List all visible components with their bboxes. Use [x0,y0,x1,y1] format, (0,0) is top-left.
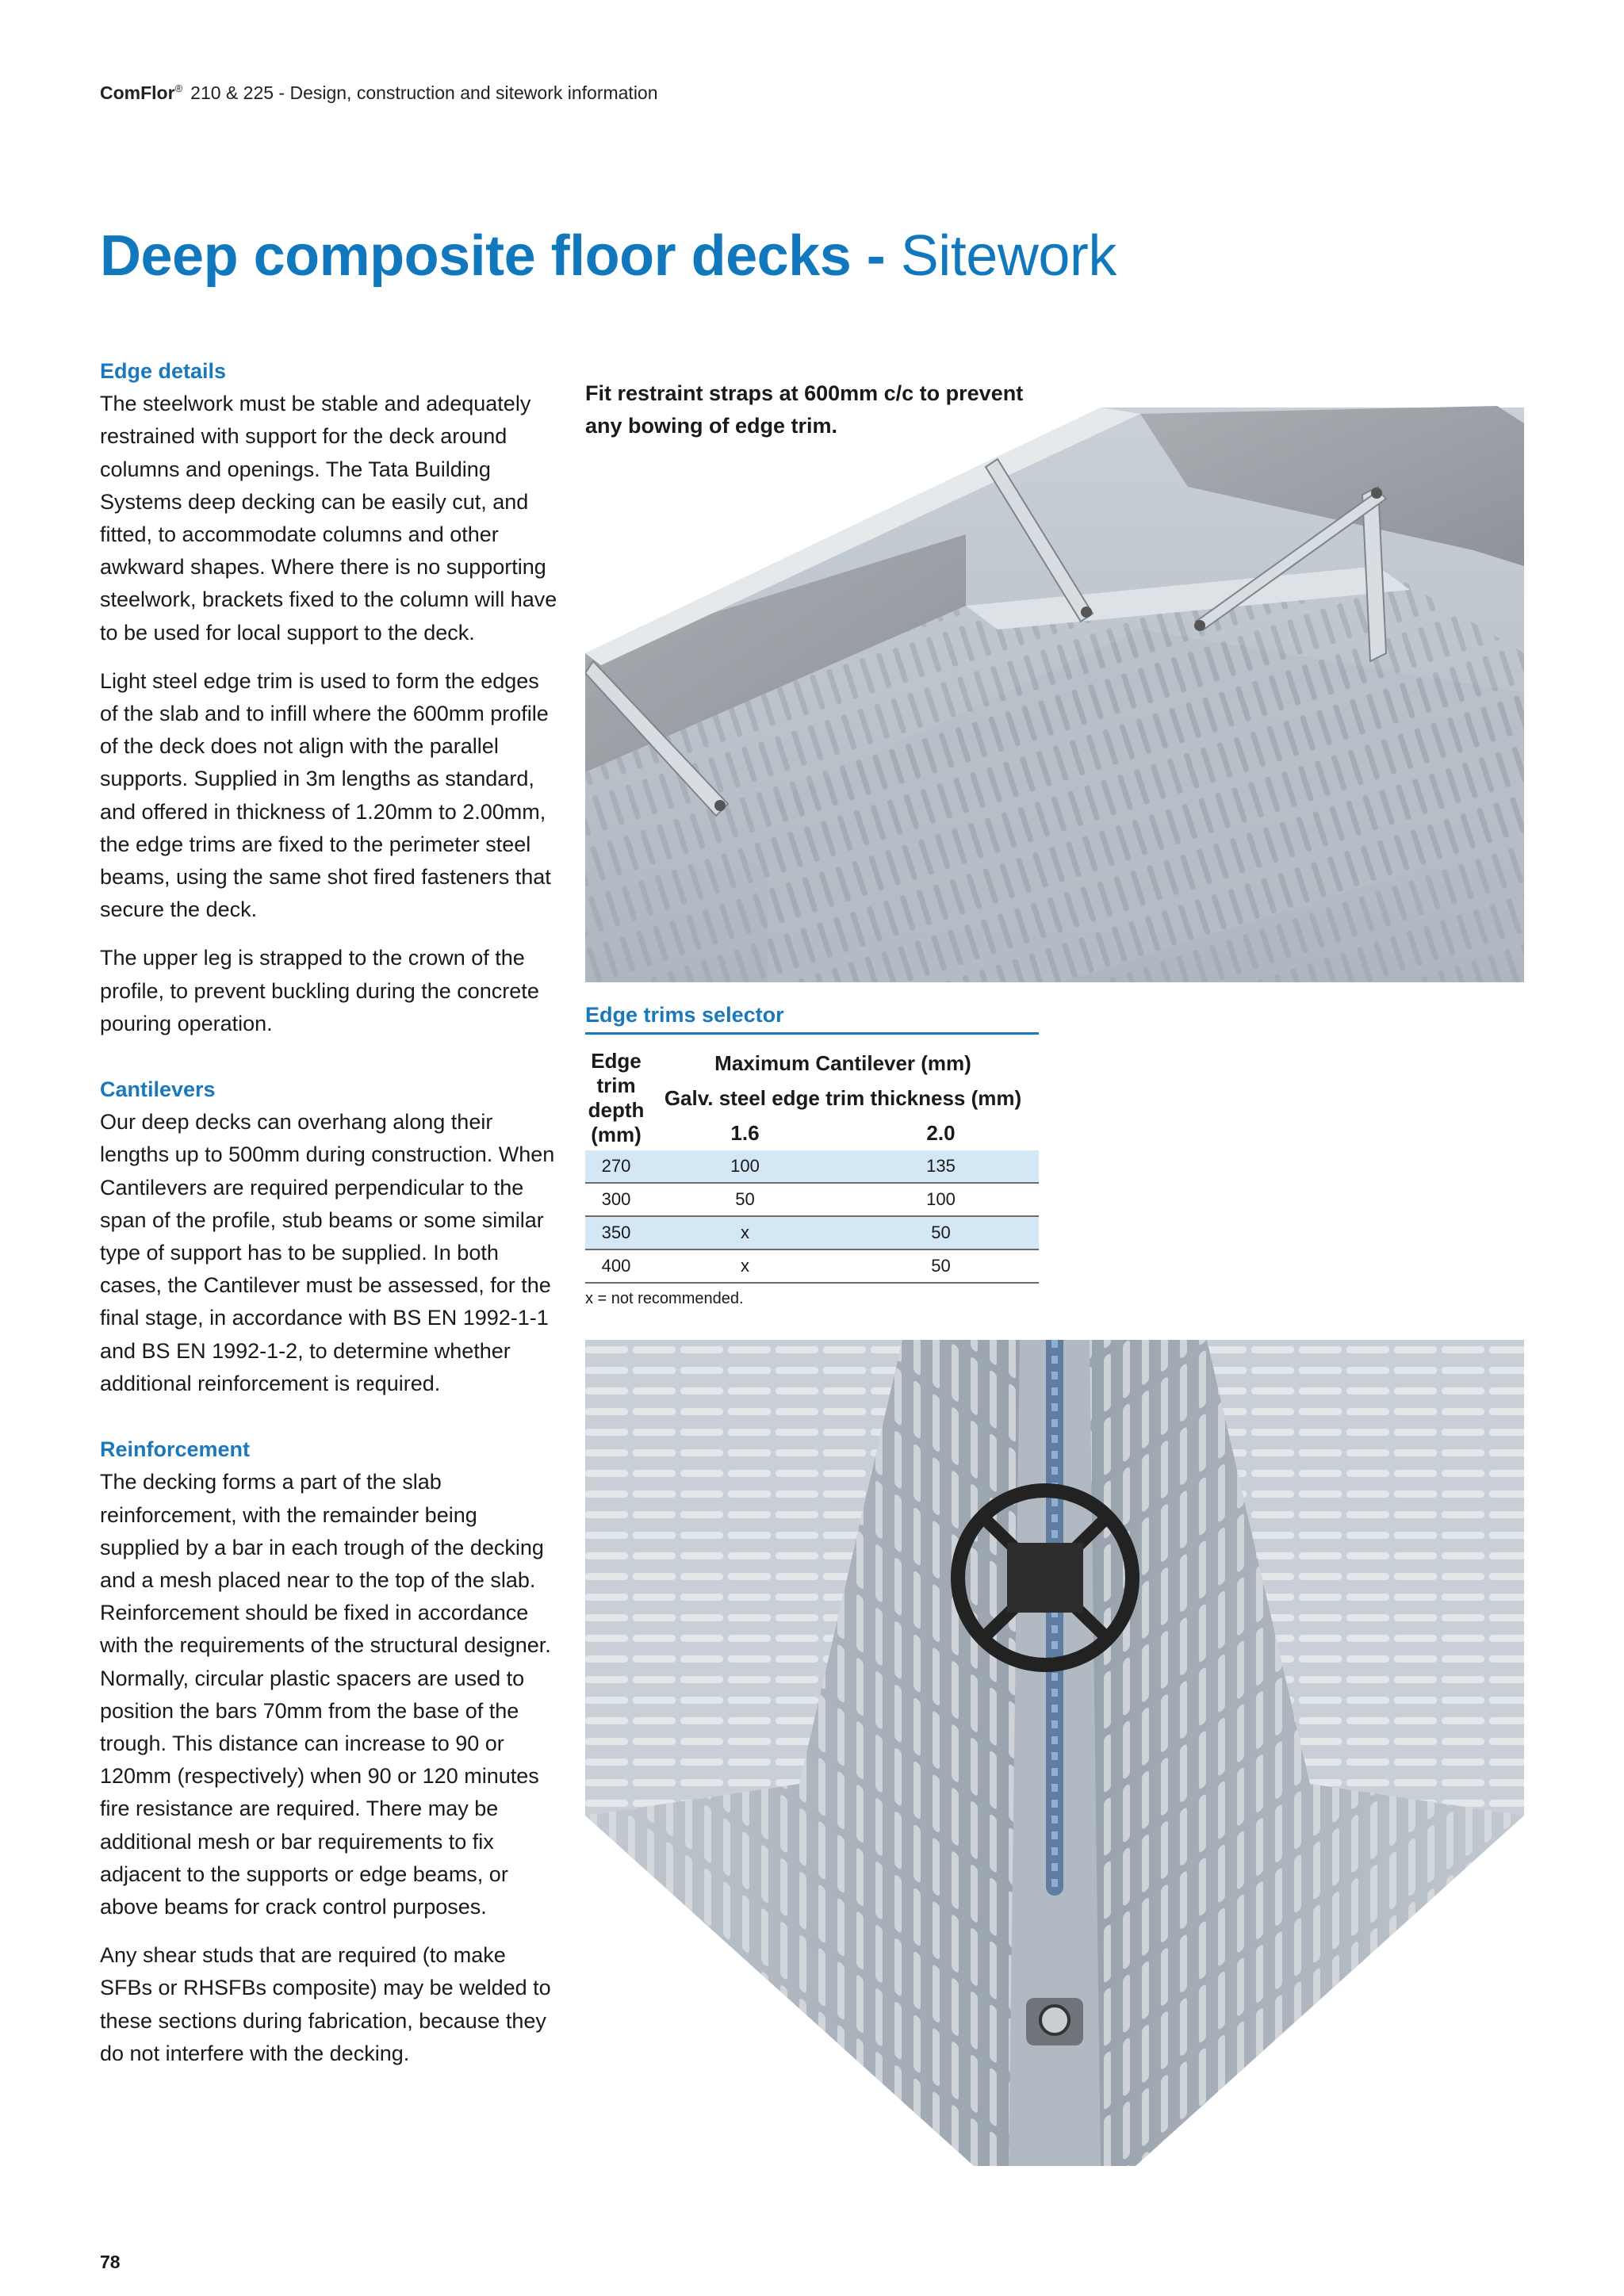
col-header-thickness-2: 2.0 [926,1120,956,1145]
cell-depth: 350 [585,1216,647,1249]
cell-thickness-1: 50 [647,1183,843,1216]
running-header [100,82,658,104]
restraint-strap-photo [585,392,1524,982]
header-subtitle: 210 & 225 - Design, construction and sitework information [190,82,658,103]
cantilevers-heading: Cantilevers [100,1077,216,1102]
section-spacer [100,1040,560,1073]
edge-trims-selector [585,1001,1039,1308]
table-subheader-row [585,1081,1039,1115]
edge-details-paragraph-1: The steelwork must be stable and adequately restrained with support for the deck around columns and openings. The Tata Building Systems deep decking can be easily cut, and fitted, to accommodate columns and other awkward shapes. Where there is no supporting steelwork, brackets fixed to the column will have to be used for local support to the deck. [100,392,557,645]
section-spacer [100,1400,560,1433]
table-footnote: x = not recommended. [585,1290,744,1307]
cell-thickness-1: x [647,1249,843,1283]
col-header-trim-thickness: Galv. steel edge trim thickness (mm) [664,1085,1022,1110]
page-number: 78 [100,2252,121,2272]
cell-depth: 400 [585,1249,647,1283]
cell-thickness-2: 100 [843,1183,1039,1216]
cell-depth: 300 [585,1183,647,1216]
cell-thickness-2: 50 [843,1216,1039,1249]
cantilevers-paragraph: Our deep decks can overhang along their lengths up to 500mm during construction. When Cantilevers are required perpendicular to the span of the profile, stub beams or some similar type of support has to be supplied. In both cases, the Cantilever must be assessed, for the final stage, in accordance with BS EN 1992-1-1 and BS EN 1992-1-2, to determine whether additional reinforcement is required. [100,1110,555,1395]
brand-name: ComFlor [100,82,175,103]
cell-depth: 270 [585,1150,647,1183]
page-title-main: Deep composite floor decks - [100,224,901,288]
edge-trims-title: Edge trims selector [585,1001,1039,1035]
cell-thickness-2: 135 [843,1150,1039,1183]
trough-reinforcement-photo [585,1340,1524,2166]
cell-thickness-1: 100 [647,1150,843,1183]
table-row [585,1249,1039,1283]
edge-details-heading: Edge details [100,359,227,383]
table-row [585,1150,1039,1183]
reinforcement-heading: Reinforcement [100,1437,251,1462]
table-row [585,1183,1039,1216]
col-header-max-cantilever: Maximum Cantilever (mm) [714,1050,971,1075]
strap-caption: Fit restraint straps at 600mm c/c to prevent any bowing of edge trim. [585,381,1024,438]
reinforcement-paragraph-1: The decking forms a part of the slab reinforcement, with the remainder being supplied by a bar in each trough of the decking and a mesh placed near to the top of the slab. Reinforcement should be fixed in accordance with the requirements of the structural designer. Normally, circular plastic spacers are used to position the bars 70mm from the base of the trough. This distance can increase to 90 or 120mm (respectively) when 90 or 120 minutes fire resistance are required. There may be additional mesh or bar requirements to fix adjacent to the supports or edge beams, or above beams for crack control purposes. [100,1470,551,1919]
table-header-row [585,1046,1039,1081]
cell-thickness-1: x [647,1216,843,1249]
col-header-thickness-1: 1.6 [730,1120,760,1145]
edge-details-paragraph-2: Light steel edge trim is used to form the edges of the slab and to infill where the 600mm profile of the deck does not align with the parallel supports. Supplied in 3m lengths as standard, and offered in thickness of 1.20mm to 2.00mm, the edge trims are fixed to the perimeter steel beams, using the same shot fired fasteners that secure the deck. [100,668,551,922]
col-header-edge-trim-depth: Edge trim depth (mm) [588,1049,645,1146]
table-thickness-row [585,1115,1039,1150]
edge-details-paragraph-3: The upper leg is strapped to the crown of the profile, to prevent buckling during the concrete pouring operation. [100,946,539,1035]
cell-thickness-2: 50 [843,1249,1039,1283]
reinforcement-paragraph-2: Any shear studs that are required (to make SFBs or RHSFBs composite) may be welded to these sections during fabrication, because they do not interfere with the decking. [100,1943,551,2065]
edge-trims-table [585,1046,1039,1284]
page-title-sub: Sitework [900,224,1116,288]
body-text-column [100,355,560,2070]
page-title [100,224,1116,289]
registered-mark: ® [174,82,183,95]
table-row [585,1216,1039,1249]
